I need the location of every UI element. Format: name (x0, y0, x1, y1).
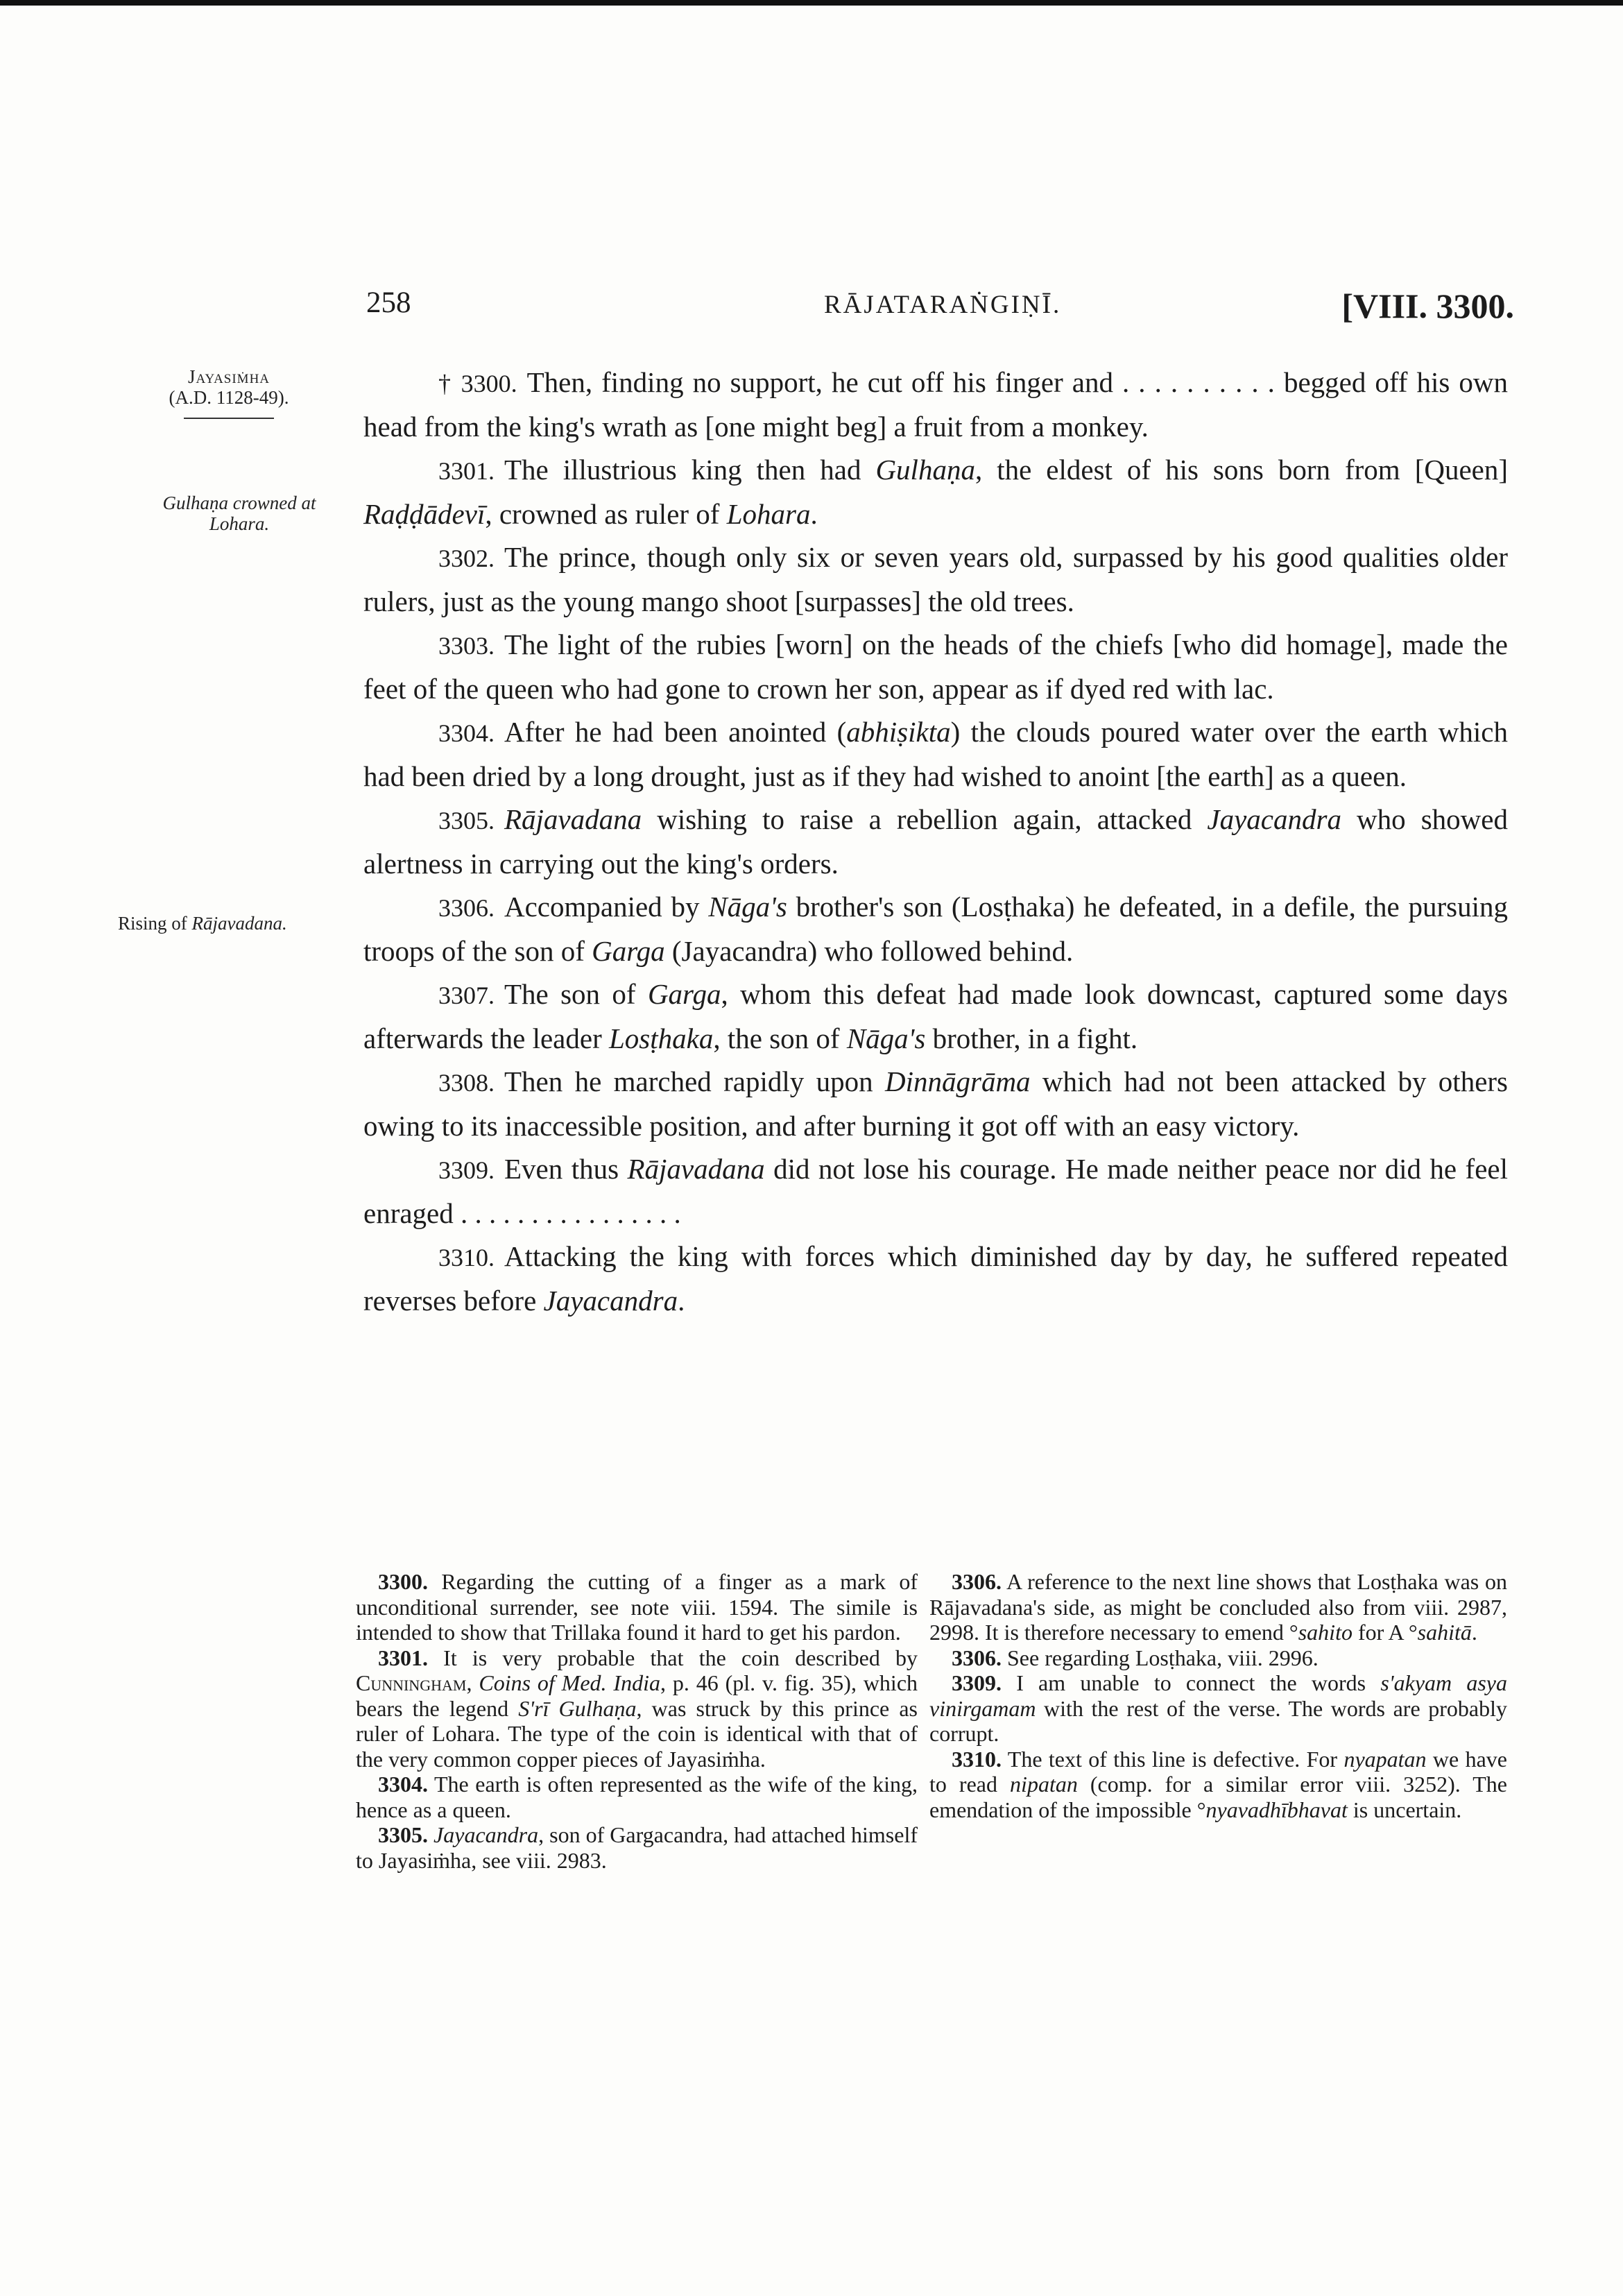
footnote-number: 3306. (952, 1645, 1002, 1670)
verse-text: After he had been anointed ( (504, 716, 847, 748)
verse-3303 (363, 623, 1508, 710)
verse-text: brother's son (Losṭhaka) he defeated, in a defile, the pursuing troops of the son of (363, 891, 1508, 967)
footnote-text: The earth is often represented as the wife of the king, hence as a queen. (356, 1772, 918, 1822)
verse-number: 3304. (438, 719, 495, 747)
verse-number: 3310. (438, 1244, 495, 1271)
footnote-italic: sahito (1298, 1620, 1352, 1645)
sidenote-gulhana-line2: Lohara. (209, 513, 270, 534)
verse-text: . (810, 498, 818, 530)
footnote-text: , was struck by this prince as ruler of Lohara. The type of the coin is identical with that of the very common copper pieces of Jayasiṁha. (356, 1695, 918, 1772)
verse-text: Then he marched rapidly upon (504, 1065, 885, 1097)
verse-text: The son of (504, 978, 648, 1010)
footnote-text: I am unable to connect the words (1002, 1670, 1381, 1695)
footnote-italic: s'akyam asya vinirgamam (929, 1670, 1508, 1721)
footnote-italic: nyavadhībhavat (1205, 1797, 1348, 1822)
sidenote-rajavadana-prefix: Rising of (118, 913, 192, 934)
footnote-number: 3305. (378, 1822, 428, 1847)
verse-text: brother, in a fight. (925, 1022, 1138, 1054)
footnote-3304 (356, 1772, 918, 1822)
footnote-3301 (356, 1645, 918, 1772)
footnote-text: , p. 46 (pl. v. fig. 35), which bears the legend (356, 1670, 918, 1721)
verse-3309 (363, 1147, 1508, 1235)
sidenote-gulhana-line1: Gulhaṇa crowned at (162, 492, 316, 513)
sidenote-rule (184, 418, 274, 419)
footnote-text: we have to read (929, 1746, 1508, 1797)
footnote-text: for A ° (1352, 1620, 1418, 1645)
running-title: RĀJATARAṄGIṆĪ. (824, 291, 1062, 319)
page-number: 258 (366, 286, 411, 319)
footnotes-right-column (929, 1569, 1507, 1822)
verse-italic: Garga (592, 935, 665, 967)
verse-italic: Losṭhaka (609, 1022, 714, 1054)
verse-text: . (678, 1285, 685, 1317)
footnote-number: 3301. (378, 1645, 428, 1670)
footnote-number: 3304. (378, 1772, 428, 1797)
footnote-number: 3310. (952, 1746, 1002, 1772)
running-header (366, 286, 1514, 334)
verse-3307 (363, 973, 1508, 1060)
verse-italic: Rājavadana (504, 803, 642, 835)
verse-italic: Raḍḍādevī (363, 498, 486, 530)
verse-text: , crowned as ruler of (485, 498, 727, 530)
verse-italic: Rājavadana (627, 1153, 765, 1185)
verse-text: Accompanied by (504, 891, 709, 923)
footnote-3306 (929, 1569, 1507, 1645)
footnote-3300 (356, 1569, 918, 1645)
reign-name: Jayasiṁha (187, 366, 270, 387)
verse-3308 (363, 1060, 1508, 1147)
footnote-italic: nyapatan (1343, 1746, 1427, 1772)
verse-text: Then, finding no support, he cut off his finger and . . . . . . . . . . begged off his own head from the king's wrath as [one might beg] a fruit from a monkey. (363, 366, 1509, 443)
verse-italic: Gulhaṇa (875, 454, 975, 486)
footnote-text: The text of this line is defective. For (1002, 1746, 1344, 1772)
verse-number: 3305. (438, 807, 495, 834)
verse-3300 (363, 361, 1508, 448)
verse-3305 (363, 798, 1508, 885)
footnote-3306-second (929, 1645, 1507, 1671)
verse-3304 (363, 710, 1508, 798)
verse-3310 (363, 1235, 1508, 1322)
verse-italic: Nāga's (708, 891, 787, 923)
footnote-text (428, 1822, 433, 1847)
verse-number: 3301. (438, 457, 495, 485)
verse-3301 (363, 448, 1508, 536)
footnote-text: A reference to the next line shows that Losṭhaka was on Rājavadana's side, as might be concluded also from viii. 2987, 2998. It is therefore necessary to emend ° (929, 1569, 1507, 1645)
footnote-number: 3300. (378, 1569, 428, 1594)
footnote-text: with the rest of the verse. The words are probably corrupt. (929, 1695, 1507, 1746)
verse-italic: Jayacandra (543, 1285, 678, 1317)
sidenote-rajavadana-name: Rājavadana. (191, 913, 287, 934)
footnote-text: Regarding the cutting of a finger as a mark of unconditional surrender, see note viii. 1594. The simile is intended to show that Trillaka found it hard to get his pardon. (356, 1569, 918, 1645)
verse-text: did not lose his courage. He made neither peace nor did he feel enraged . . . . . . . . . . . . . . . . (363, 1153, 1508, 1229)
sidenote-reign (121, 366, 336, 419)
footnote-italic: sahitā (1417, 1620, 1472, 1645)
verse-text: The light of the rubies [worn] on the heads of the chiefs [who did homage], made the feet of the queen who had gone to crown her son, appear as if dyed red with lac. (363, 628, 1508, 705)
verse-text: which had not been attacked by others owing to its inaccessible position, and after burning it got off with an easy victory. (363, 1065, 1508, 1142)
footnote-number: 3309. (952, 1670, 1002, 1695)
footnote-text: is uncertain. (1347, 1797, 1462, 1822)
footnote-italic: nipatan (1010, 1772, 1078, 1797)
verse-number: 3306. (438, 894, 495, 922)
footnote-text: (comp. for a similar error viii. 3252). The emendation of the impossible ° (929, 1772, 1508, 1822)
reign-dates: (A.D. 1128-49). (169, 387, 289, 408)
footnotes-left-column (356, 1569, 918, 1873)
verse-italic: Garga (647, 978, 721, 1010)
verse-text: (Jayacandra) who followed behind. (664, 935, 1074, 967)
footnote-italic: S'rī Gulhaṇa (518, 1695, 637, 1721)
footnote-3309 (929, 1670, 1507, 1747)
verse-number: 3307. (438, 982, 495, 1009)
footnote-3310 (929, 1747, 1507, 1823)
sidenote-gulhana (135, 492, 343, 534)
footnote-text: It is very probable that the coin described by (428, 1645, 918, 1670)
verse-number: 3308. (438, 1069, 495, 1097)
footnote-number: 3306. (952, 1569, 1002, 1594)
verse-text: Even thus (504, 1153, 628, 1185)
footnote-text: . (1471, 1620, 1477, 1645)
verse-reference: [VIII. 3300. (1341, 286, 1514, 325)
verse-italic: Dinnāgrāma (884, 1065, 1031, 1097)
verse-text: , whom this defeat had made look downcast, captured some days afterwards the leader (363, 978, 1509, 1054)
footnote-text: , son of Gargacandra, had attached himself to Jayasiṁha, see viii. 2983. (356, 1822, 918, 1873)
sidenote-rajavadana (118, 913, 354, 934)
footnote-3305 (356, 1822, 918, 1873)
verse-3302 (363, 536, 1508, 623)
verse-text: The prince, though only six or seven years old, surpassed by his good qualities older rulers, just as the young mango shoot [surpasses] the old trees. (363, 541, 1508, 617)
main-text (363, 361, 1508, 1322)
verse-italic: abhiṣikta (846, 716, 951, 748)
verse-italic: Lohara (726, 498, 811, 530)
verse-italic: Nāga's (846, 1022, 926, 1054)
footnote-author: Cunningham (356, 1670, 467, 1695)
footnote-italic: Jayacandra (433, 1822, 539, 1847)
verse-number: 3303. (438, 632, 495, 660)
footnote-text: See regarding Losṭhaka, viii. 2996. (1002, 1645, 1319, 1670)
verse-text: who showed alertness in carrying out the king's orders. (363, 803, 1508, 880)
verse-text: Attacking the king with forces which diminished day by day, he suffered repeated reverses before (363, 1240, 1508, 1317)
verse-text: , the eldest of his sons born from [Queen] (974, 454, 1508, 486)
verse-number: † 3300. (438, 370, 517, 397)
verse-number: 3309. (438, 1156, 495, 1184)
verse-3306 (363, 885, 1508, 973)
verse-text: wishing to raise a rebellion again, attacked (642, 803, 1208, 835)
footnote-text: , (466, 1670, 479, 1695)
verse-text: ) the clouds poured water over the earth which had been dried by a long drought, just as if they had wished to anoint [the earth] as a queen. (363, 716, 1508, 792)
verse-text: , the son of (713, 1022, 847, 1054)
footnote-italic: Coins of Med. India (479, 1670, 660, 1695)
verse-number: 3302. (438, 545, 495, 572)
top-border (0, 0, 1623, 6)
verse-text: The illustrious king then had (504, 454, 876, 486)
verse-italic: Jayacandra (1207, 803, 1341, 835)
